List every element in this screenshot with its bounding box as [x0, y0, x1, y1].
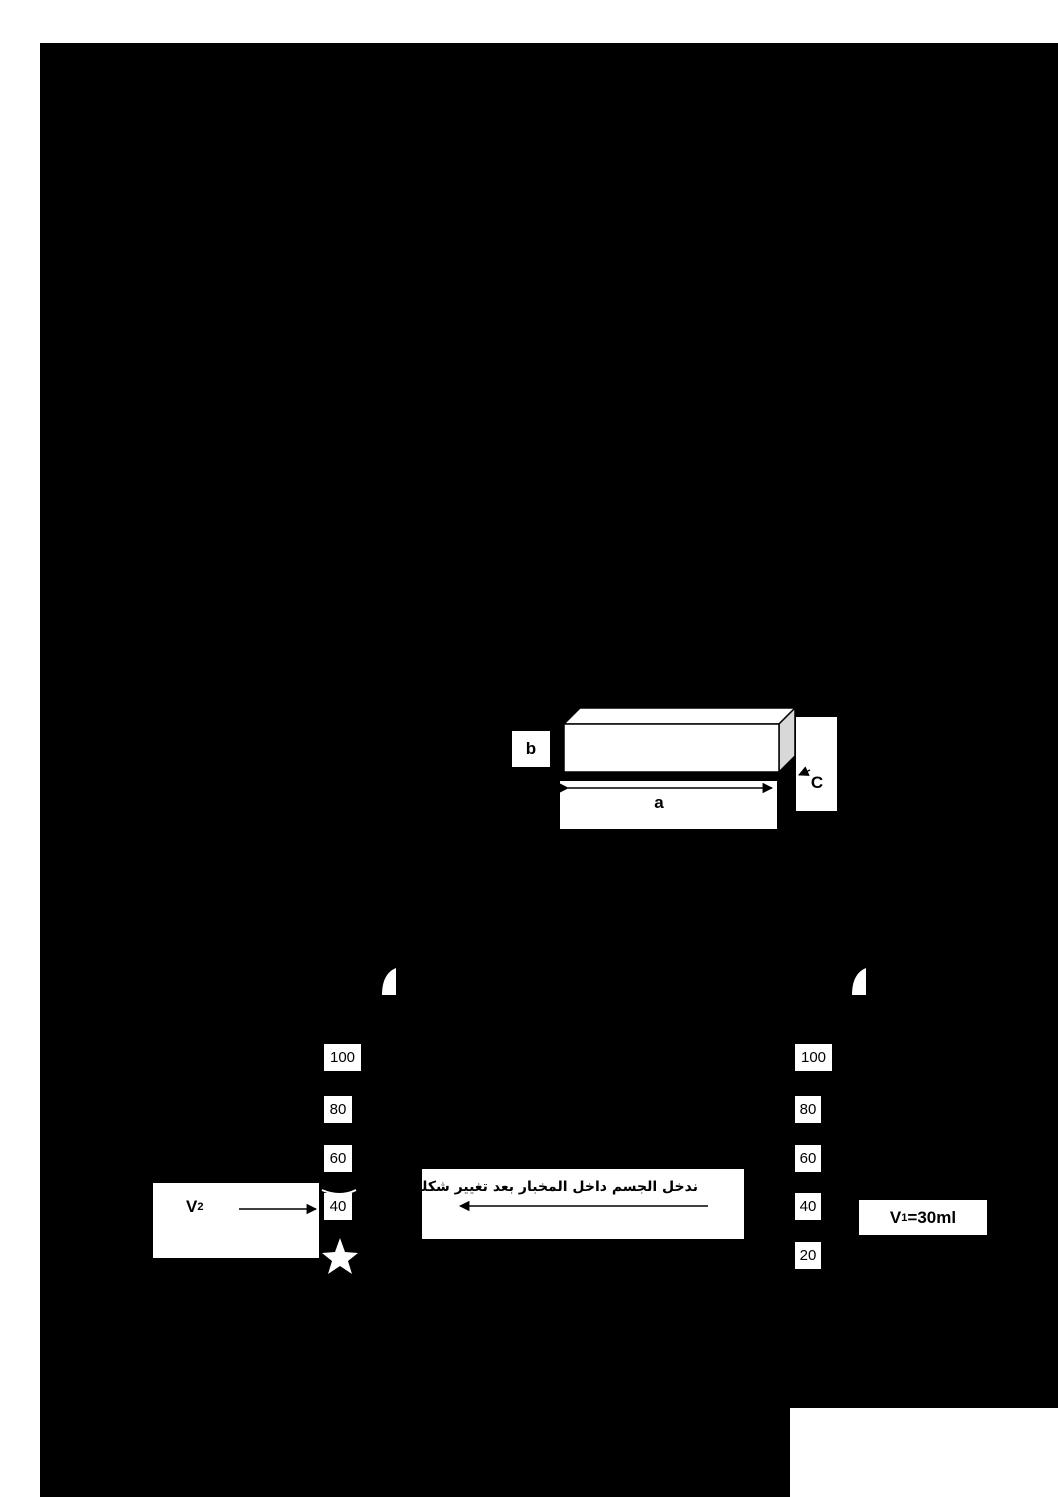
- v1-label: [859, 1200, 987, 1235]
- right-tick-80: 80: [795, 1096, 821, 1123]
- left-tick-60: 60: [324, 1145, 352, 1172]
- v2-label-letter: V: [186, 1197, 198, 1216]
- dimension-c-label: C: [810, 773, 824, 792]
- right-tick-40: 40: [795, 1193, 821, 1220]
- dimension-a-label: a: [654, 793, 664, 812]
- right-tick-60: 60: [795, 1145, 821, 1172]
- v2-label: [186, 1194, 216, 1220]
- v2-label-subscript: 2: [197, 1201, 204, 1213]
- v1-label-value: =30ml: [907, 1207, 957, 1227]
- instruction-text: ندخل الجسم داخل المخبار بعد تغيير شكله: [413, 1179, 698, 1195]
- v1-label-letter: V: [889, 1207, 902, 1227]
- c-label-box: [796, 717, 837, 811]
- left-tick-80: 80: [324, 1096, 352, 1123]
- cuboid-top-face: [564, 708, 795, 724]
- cuboid: [564, 708, 795, 772]
- right-tick-100: 100: [795, 1044, 832, 1071]
- deformed-object-star: [322, 1238, 358, 1274]
- v2-label-box: [153, 1183, 319, 1258]
- left-tick-40: 40: [324, 1193, 352, 1220]
- right-cylinder-lip: [852, 968, 866, 995]
- left-tick-100: 100: [324, 1044, 361, 1071]
- dimension-b-label: b: [512, 731, 550, 767]
- v1-label-subscript: 1: [901, 1211, 908, 1224]
- left-cylinder-lip: [382, 968, 396, 995]
- right-tick-20: 20: [795, 1242, 821, 1269]
- cuboid-front-face: [564, 724, 779, 772]
